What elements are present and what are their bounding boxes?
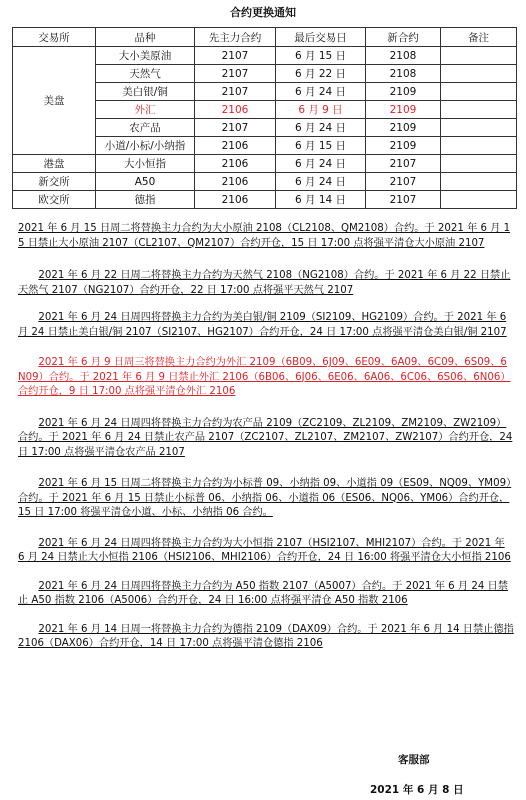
old-contract-cell: 2106 [195,155,276,173]
new-contract-cell: 2109 [366,119,441,137]
notice-list [18,222,514,652]
last-trading-day-cell: 6 月 22 日 [276,65,366,83]
header-product: 品种 [96,28,195,47]
last-trading-day-cell: 6 月 15 日 [276,137,366,155]
product-cell: 农产品 [96,119,195,137]
header-last-trading-day: 最后交易日 [276,28,366,47]
exchange-cell: 美盘 [13,47,96,155]
notice-paragraph [18,623,514,652]
header-new-contract: 新合约 [366,28,441,47]
product-cell: 天然气 [96,65,195,83]
notice-text: 2021 年 6 月 24 日周四将替换主力合约为农产品 2109（ZC2109、ZL2109、ZM2109、ZW2109）合约。于 2021 年 6 月 24 日禁止农产品 2107（ZC2107、ZL2107、ZM2107、ZW2107）合约开仓，24 日 17:00 点将强平清仓农产品 2107 [18,417,513,458]
table-row [13,173,517,191]
notice-text: 2021 年 6 月 24 日周四将替换主力合约为 A50 指数 2107（A5007）合约。于 2021 年 6 月 24 日禁止 A50 指数 2106（A5006）合约开仓，24 日 16:00 点将强平清仓 A50 指数 2106 [18,580,508,606]
notice-paragraph [18,311,514,340]
notice-paragraph [18,222,514,251]
note-cell [441,101,517,119]
notice-text: 2021 年 6 月 9 日周三将替换主力合约为外汇 2109（6B09、6J09、6E09、6A09、6C09、6S09、6N09）合约。于 2021 年 6 月 9 日禁止外汇 2106（6B06、6J06、6E06、6A06、6C06、6S06、6N06）合约开仓，9 日 17:00 点将强平清仓外汇 2106 [18,357,511,397]
note-cell [441,65,517,83]
old-contract-cell: 2107 [195,119,276,137]
note-cell [441,191,517,209]
product-cell: 大小恒指 [96,155,195,173]
old-contract-cell: 2107 [195,83,276,101]
contract-table [12,27,517,209]
issue-date: 2021 年 6 月 8 日 [370,784,464,796]
new-contract-cell: 2107 [366,173,441,191]
exchange-cell: 欧交所 [13,191,96,209]
last-trading-day-cell: 6 月 24 日 [276,83,366,101]
product-cell: 德指 [96,191,195,209]
new-contract-cell: 2107 [366,155,441,173]
last-trading-day-cell: 6 月 9 日 [276,101,366,119]
exchange-cell: 港盘 [13,155,96,173]
last-trading-day-cell: 6 月 14 日 [276,191,366,209]
new-contract-cell: 2109 [366,137,441,155]
notice-text: 2021 年 6 月 24 日周四将替换主力合约为美白银/铜 2109（SI2109、HG2109）合约。于 2021 年 6 月 24 日禁止美白银/铜 2107（SI2107、HG2107）合约开仓，24 日 17:00 点将强平清仓美白银/铜 2107 [18,312,507,338]
notice-text: 2021 年 6 月 15 日周二将替换主力合约为小标普 09、小纳指 09、小道指 09（ES09、NQ09、YM09）合约。于 2021 年 6 月 15 日禁止小标普 06、小纳指 06、小道指 06（ES06、NQ06、YM06）合约开仓，15 日 17:00 将强平清仓小道、小标、小纳指 06 合约。 [18,478,512,518]
new-contract-cell: 2109 [366,101,441,119]
old-contract-cell: 2106 [195,173,276,191]
table-row [13,155,517,173]
notice-text: 2021 年 6 月 24 日周四将替换主力合约为大小恒指 2107（HSI2107、MHI2107）合约。于 2021 年 6 月 24 日禁止大小恒指 2106（HSI2106、MHI2106）合约开仓，24 日 16:00 将强平清仓大小恒指 2106 [18,537,511,563]
notice-paragraph [18,417,514,461]
product-cell: 外汇 [96,101,195,119]
signature: 客服部 [398,754,430,766]
product-cell: 美白银/铜 [96,83,195,101]
table-row [13,191,517,209]
last-trading-day-cell: 6 月 15 日 [276,47,366,65]
note-cell [441,155,517,173]
note-cell [441,137,517,155]
new-contract-cell: 2108 [366,47,441,65]
note-cell [441,173,517,191]
document-title: 合约更换通知 [230,6,296,19]
header-old-contract: 先主力合约 [195,28,276,47]
notice-text: 2021 年 6 月 15 日周二将替换主力合约为大小原油 2108（CL2108、QM2108）合约。于 2021 年 6 月 15 日禁止大小原油 2107（CL2107、QM2107）合约开仓，15 日 17:00 点将强平清仓大小原油 2107 [18,223,511,249]
old-contract-cell: 2106 [195,101,276,119]
product-cell: 大小美原油 [96,47,195,65]
new-contract-cell: 2108 [366,65,441,83]
notice-paragraph [18,477,514,521]
new-contract-cell: 2109 [366,83,441,101]
note-cell [441,47,517,65]
exchange-cell: 新交所 [13,173,96,191]
old-contract-cell: 2106 [195,191,276,209]
old-contract-cell: 2106 [195,137,276,155]
notice-text: 2021 年 6 月 22 日周二将替换主力合约为天然气 2108（NG2108）合约。于 2021 年 6 月 22 日禁止天然气 2107（NG2107）合约开仓，22 日 17:00 点将强平天然气 2107 [18,270,511,296]
new-contract-cell: 2107 [366,191,441,209]
product-cell: 小道/小标/小纳指 [96,137,195,155]
notice-paragraph [18,356,514,400]
notice-paragraph [18,580,514,609]
notice-paragraph [18,269,514,298]
last-trading-day-cell: 6 月 24 日 [276,155,366,173]
notice-paragraph [18,537,514,566]
table-row [13,47,517,65]
last-trading-day-cell: 6 月 24 日 [276,173,366,191]
notice-text: 2021 年 6 月 14 日周一将替换主力合约为德指 2109（DAX09）合约。于 2021 年 6 月 14 日禁止德指 2106（DAX06）合约开仓，14 日 17:00 点将强平清仓德指 2106 [18,623,514,649]
product-cell: A50 [96,173,195,191]
header-exchange: 交易所 [13,28,96,47]
last-trading-day-cell: 6 月 24 日 [276,119,366,137]
note-cell [441,83,517,101]
old-contract-cell: 2107 [195,65,276,83]
note-cell [441,119,517,137]
table-header-row [13,28,517,47]
header-note: 备注 [441,28,517,47]
old-contract-cell: 2107 [195,47,276,65]
